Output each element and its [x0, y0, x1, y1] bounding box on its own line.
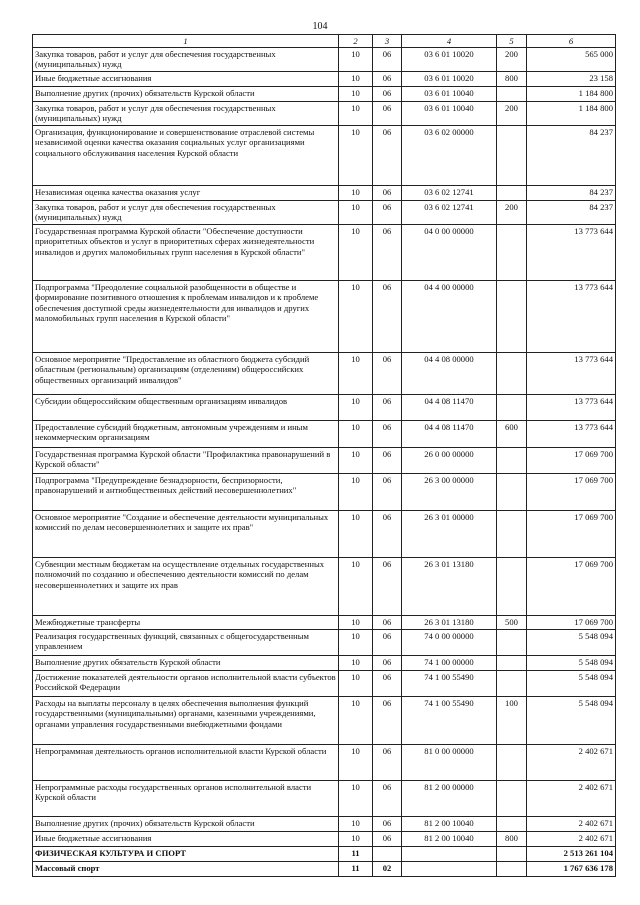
- row-expense-type: 800: [497, 71, 527, 86]
- table-row: [33, 185, 616, 200]
- row-section: 10: [339, 125, 373, 185]
- row-amount: 5 548 094: [527, 629, 616, 655]
- row-name: Основное мероприятие "Предоставление из областного бюджета субсидий областным (региональным) организациям (отделениям) общероссийских общественных организаций инвалидов": [33, 352, 339, 394]
- row-target-article: 81 2 00 00000: [402, 780, 497, 816]
- table-row: [33, 816, 616, 831]
- row-amount: 2 402 671: [527, 816, 616, 831]
- row-amount: 17 069 700: [527, 447, 616, 473]
- row-subsection: 06: [373, 744, 402, 780]
- column-number: 6: [527, 35, 616, 48]
- row-subsection: 06: [373, 125, 402, 185]
- row-subsection: 06: [373, 831, 402, 846]
- row-section: 11: [339, 861, 373, 876]
- row-subsection: 06: [373, 447, 402, 473]
- row-target-article: 03 6 01 10020: [402, 47, 497, 71]
- row-section: 10: [339, 86, 373, 101]
- row-expense-type: 800: [497, 831, 527, 846]
- row-amount: 2 402 671: [527, 744, 616, 780]
- row-amount: 5 548 094: [527, 670, 616, 696]
- row-name: Межбюджетные трансферты: [33, 615, 339, 629]
- row-subsection: 06: [373, 629, 402, 655]
- table-row: [33, 447, 616, 473]
- row-target-article: 03 6 01 10040: [402, 101, 497, 125]
- row-name: ФИЗИЧЕСКАЯ КУЛЬТУРА И СПОРТ: [33, 846, 339, 861]
- table-row: [33, 655, 616, 670]
- table-row: [33, 71, 616, 86]
- row-section: 10: [339, 447, 373, 473]
- row-name: Субвенции местным бюджетам на осуществление отдельных государственных полномочий по созданию и обеспечению деятельности комиссий по делам несовершеннолетних и защите их прав: [33, 557, 339, 615]
- table-row: [33, 846, 616, 861]
- table-row: [33, 629, 616, 655]
- row-name: Подпрограмма "Преодоление социальной разобщенности в обществе и формирование позитивного отношения к проблемам инвалидов и к проблеме обеспечения доступной среды жизнедеятельности для инвалидов и других маломобильных групп населения в Курской области": [33, 280, 339, 352]
- row-name: Достижение показателей деятельности органов исполнительной власти субъектов Российской Федерации: [33, 670, 339, 696]
- row-target-article: [402, 846, 497, 861]
- row-amount: 2 513 261 104: [527, 846, 616, 861]
- row-name: Подпрограмма "Предупреждение безнадзорности, беспризорности, правонарушений и антиобщественных действий несовершеннолетних": [33, 473, 339, 510]
- row-expense-type: 200: [497, 200, 527, 224]
- row-expense-type: [497, 816, 527, 831]
- row-section: 10: [339, 510, 373, 557]
- column-number: 2: [339, 35, 373, 48]
- row-expense-type: [497, 447, 527, 473]
- row-expense-type: [497, 394, 527, 420]
- row-subsection: 06: [373, 816, 402, 831]
- table-row: [33, 101, 616, 125]
- table-row: [33, 510, 616, 557]
- row-subsection: 06: [373, 420, 402, 447]
- row-section: 10: [339, 394, 373, 420]
- row-amount: 17 069 700: [527, 557, 616, 615]
- row-amount: 565 000: [527, 47, 616, 71]
- row-target-article: 26 3 00 00000: [402, 473, 497, 510]
- row-subsection: 06: [373, 394, 402, 420]
- row-subsection: 06: [373, 696, 402, 744]
- row-target-article: 04 4 00 00000: [402, 280, 497, 352]
- row-target-article: 04 4 08 11470: [402, 394, 497, 420]
- row-amount: 84 237: [527, 125, 616, 185]
- row-subsection: 06: [373, 71, 402, 86]
- row-section: 10: [339, 47, 373, 71]
- row-section: 10: [339, 557, 373, 615]
- row-name: Государственная программа Курской области "Обеспечение доступности приоритетных объектов и услуг в приоритетных сферах жизнедеятельности инвалидов и других маломобильных групп населения в Курской области": [33, 224, 339, 280]
- row-target-article: 74 1 00 55490: [402, 670, 497, 696]
- row-subsection: 06: [373, 670, 402, 696]
- row-target-article: 03 6 01 10040: [402, 86, 497, 101]
- row-amount: 17 069 700: [527, 615, 616, 629]
- row-section: 10: [339, 629, 373, 655]
- row-target-article: 03 6 01 10020: [402, 71, 497, 86]
- table-row: [33, 557, 616, 615]
- row-subsection: 06: [373, 557, 402, 615]
- column-number-row: [33, 35, 616, 48]
- row-target-article: 26 3 01 13180: [402, 557, 497, 615]
- row-name: Субсидии общероссийским общественным организациям инвалидов: [33, 394, 339, 420]
- row-expense-type: [497, 185, 527, 200]
- row-amount: 13 773 644: [527, 420, 616, 447]
- row-expense-type: [497, 510, 527, 557]
- column-number: 3: [373, 35, 402, 48]
- row-section: 10: [339, 615, 373, 629]
- row-name: Выполнение других (прочих) обязательств Курской области: [33, 816, 339, 831]
- table-row: [33, 670, 616, 696]
- row-amount: 13 773 644: [527, 352, 616, 394]
- row-expense-type: [497, 473, 527, 510]
- table-row: [33, 615, 616, 629]
- row-target-article: 81 0 00 00000: [402, 744, 497, 780]
- row-expense-type: 500: [497, 615, 527, 629]
- column-number: 1: [33, 35, 339, 48]
- row-subsection: 06: [373, 185, 402, 200]
- row-section: 10: [339, 473, 373, 510]
- table-row: [33, 831, 616, 846]
- row-subsection: [373, 846, 402, 861]
- row-amount: 84 237: [527, 200, 616, 224]
- row-expense-type: [497, 86, 527, 101]
- row-amount: 1 184 800: [527, 86, 616, 101]
- table-row: [33, 696, 616, 744]
- row-section: 11: [339, 846, 373, 861]
- row-section: 10: [339, 200, 373, 224]
- row-target-article: 74 1 00 00000: [402, 655, 497, 670]
- row-expense-type: [497, 280, 527, 352]
- row-target-article: 04 0 00 00000: [402, 224, 497, 280]
- row-section: 10: [339, 670, 373, 696]
- table-row: [33, 420, 616, 447]
- table-row: [33, 394, 616, 420]
- row-name: Непрограммные расходы государственных органов исполнительной власти Курской области: [33, 780, 339, 816]
- row-subsection: 06: [373, 47, 402, 71]
- row-subsection: 06: [373, 352, 402, 394]
- table-row: [33, 224, 616, 280]
- row-subsection: 06: [373, 200, 402, 224]
- row-name: Расходы на выплаты персоналу в целях обеспечения выполнения функций государственными (муниципальными) органами, казенными учреждениями, органами управления государственными внебюджетными фондами: [33, 696, 339, 744]
- row-expense-type: 100: [497, 696, 527, 744]
- row-amount: 13 773 644: [527, 394, 616, 420]
- row-section: 10: [339, 655, 373, 670]
- row-section: 10: [339, 696, 373, 744]
- column-number: 4: [402, 35, 497, 48]
- row-expense-type: [497, 655, 527, 670]
- row-target-article: 03 6 02 12741: [402, 185, 497, 200]
- row-name: Государственная программа Курской области "Профилактика правонарушений в Курской области": [33, 447, 339, 473]
- row-section: 10: [339, 280, 373, 352]
- row-subsection: 06: [373, 780, 402, 816]
- row-subsection: 02: [373, 861, 402, 876]
- row-expense-type: [497, 224, 527, 280]
- row-subsection: 06: [373, 473, 402, 510]
- row-expense-type: [497, 629, 527, 655]
- row-expense-type: [497, 352, 527, 394]
- row-expense-type: [497, 846, 527, 861]
- row-subsection: 06: [373, 86, 402, 101]
- row-name: Иные бюджетные ассигнования: [33, 831, 339, 846]
- row-subsection: 06: [373, 224, 402, 280]
- row-expense-type: [497, 861, 527, 876]
- budget-table: [32, 34, 616, 877]
- row-amount: 1 767 636 178: [527, 861, 616, 876]
- row-target-article: 74 1 00 55490: [402, 696, 497, 744]
- row-subsection: 06: [373, 280, 402, 352]
- row-target-article: 26 3 01 00000: [402, 510, 497, 557]
- row-amount: 13 773 644: [527, 280, 616, 352]
- table-row: [33, 125, 616, 185]
- table-row: [33, 47, 616, 71]
- row-name: Закупка товаров, работ и услуг для обеспечения государственных (муниципальных) нужд: [33, 47, 339, 71]
- row-name: Предоставление субсидий бюджетным, автономным учреждениям и иным некоммерческим организациям: [33, 420, 339, 447]
- row-section: 10: [339, 224, 373, 280]
- row-name: Независимая оценка качества оказания услуг: [33, 185, 339, 200]
- row-target-article: 04 4 08 00000: [402, 352, 497, 394]
- row-amount: 23 158: [527, 71, 616, 86]
- row-name: Массовый спорт: [33, 861, 339, 876]
- row-name: Закупка товаров, работ и услуг для обеспечения государственных (муниципальных) нужд: [33, 200, 339, 224]
- row-target-article: 26 0 00 00000: [402, 447, 497, 473]
- row-amount: 17 069 700: [527, 510, 616, 557]
- row-name: Основное мероприятие "Создание и обеспечение деятельности муниципальных комиссий по делам несовершеннолетних и защите их прав": [33, 510, 339, 557]
- row-section: 10: [339, 831, 373, 846]
- row-amount: 17 069 700: [527, 473, 616, 510]
- row-section: 10: [339, 420, 373, 447]
- row-name: Непрограммная деятельность органов исполнительной власти Курской области: [33, 744, 339, 780]
- row-section: 10: [339, 71, 373, 86]
- row-expense-type: [497, 744, 527, 780]
- column-number: 5: [497, 35, 527, 48]
- row-target-article: 81 2 00 10040: [402, 831, 497, 846]
- row-target-article: 03 6 02 12741: [402, 200, 497, 224]
- row-amount: 84 237: [527, 185, 616, 200]
- row-subsection: 06: [373, 510, 402, 557]
- table-row: [33, 744, 616, 780]
- row-subsection: 06: [373, 101, 402, 125]
- row-amount: 1 184 800: [527, 101, 616, 125]
- row-amount: 2 402 671: [527, 780, 616, 816]
- row-expense-type: [497, 780, 527, 816]
- row-subsection: 06: [373, 615, 402, 629]
- row-section: 10: [339, 101, 373, 125]
- row-name: Иные бюджетные ассигнования: [33, 71, 339, 86]
- row-target-article: [402, 861, 497, 876]
- row-amount: 5 548 094: [527, 696, 616, 744]
- row-expense-type: [497, 670, 527, 696]
- row-target-article: 81 2 00 10040: [402, 816, 497, 831]
- row-name: Организация, функционирование и совершенствование отраслевой системы независимой оценки качества оказания социальных услуг организациями социального обслуживания населения Курской области: [33, 125, 339, 185]
- row-amount: 5 548 094: [527, 655, 616, 670]
- row-target-article: 04 4 08 11470: [402, 420, 497, 447]
- table-row: [33, 861, 616, 876]
- row-section: 10: [339, 185, 373, 200]
- row-expense-type: [497, 125, 527, 185]
- table-row: [33, 780, 616, 816]
- row-name: Реализация государственных функций, связанных с общегосударственным управлением: [33, 629, 339, 655]
- budget-table-body: [33, 35, 616, 877]
- row-section: 10: [339, 780, 373, 816]
- table-row: [33, 473, 616, 510]
- table-row: [33, 352, 616, 394]
- row-amount: 2 402 671: [527, 831, 616, 846]
- row-target-article: 03 6 02 00000: [402, 125, 497, 185]
- row-expense-type: 200: [497, 101, 527, 125]
- row-name: Выполнение других (прочих) обязательств Курской области: [33, 86, 339, 101]
- table-row: [33, 86, 616, 101]
- table-row: [33, 280, 616, 352]
- row-section: 10: [339, 352, 373, 394]
- row-expense-type: [497, 557, 527, 615]
- row-subsection: 06: [373, 655, 402, 670]
- table-row: [33, 200, 616, 224]
- row-amount: 13 773 644: [527, 224, 616, 280]
- row-target-article: 74 0 00 00000: [402, 629, 497, 655]
- row-target-article: 26 3 01 13180: [402, 615, 497, 629]
- row-section: 10: [339, 744, 373, 780]
- row-expense-type: 200: [497, 47, 527, 71]
- row-name: Закупка товаров, работ и услуг для обеспечения государственных (муниципальных) нужд: [33, 101, 339, 125]
- page-number: 104: [312, 21, 328, 32]
- row-expense-type: 600: [497, 420, 527, 447]
- row-name: Выполнение других обязательств Курской области: [33, 655, 339, 670]
- row-section: 10: [339, 816, 373, 831]
